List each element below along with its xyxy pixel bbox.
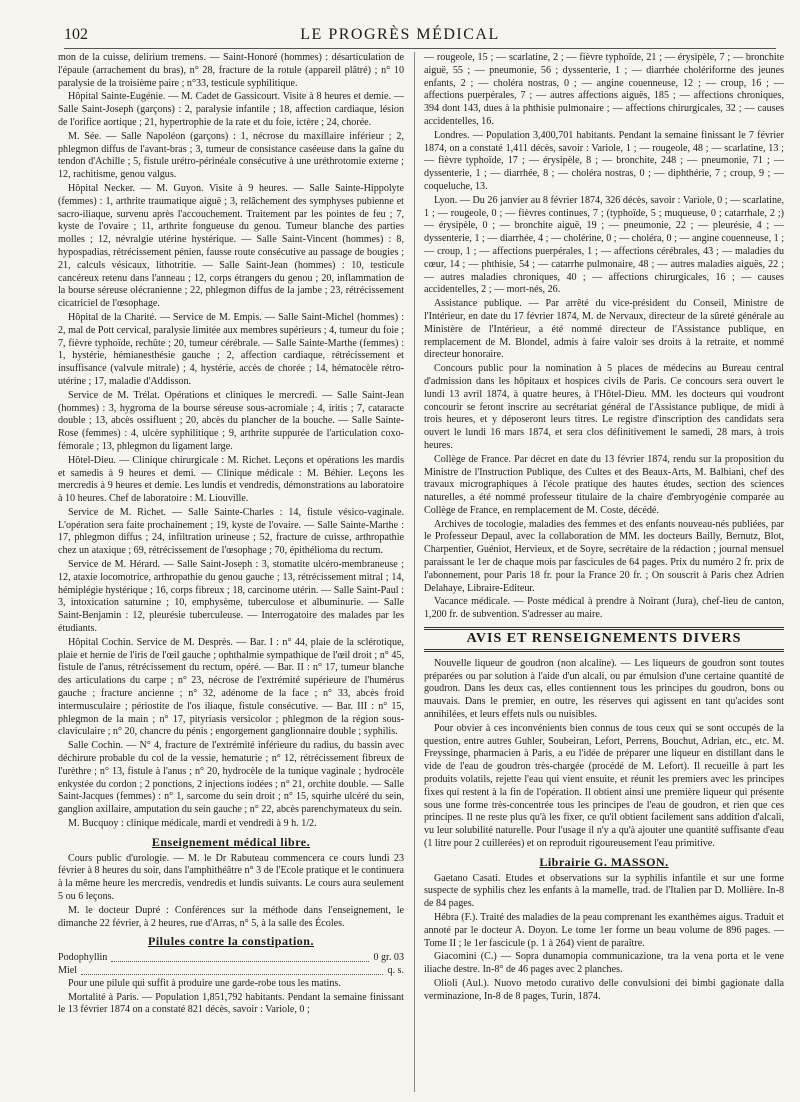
- paragraph: Olioli (Aul.). Nuovo metodo curativo delle convulsioni dei bimbi gagionate dalla verminazione, In-8 de 8 pages, Turin, 1874.: [424, 977, 784, 1002]
- paragraph: Lyon. — Du 26 janvier au 8 février 1874, 326 décès, savoir : Variole, 0 ; — scarlatine, 1 ; — rougeole, 0 ; — fièvres continues, 7 ; (typhoïde, 5 ; muqueuse, 0 ; catarrhale, 2 ;) — érysipèle, 0 ; — bronchite aiguë, 19 ; — pneumonie, 22 ; — pleurésie, 4 ; — dyssenterie, 1 ; — diarrhée, 4 ; — cholérine, 0 ; — choléra, 0 ; — angine couenneuse, 1 ; — croup, 1 ; — affections puerpérales, 1 ; — affections cérébrales, 43 ; — maladies du cœur, 14 ; — phthisie, 54 ; — catarrhe pulmonaire, 48 ; — autres maladies aiguës, 22 ; — autres maladies chroniques, 40 ; — affections chirurgicales, 16 ; — causes accidentelles, 2 ; — mort-nés, 26.: [424, 194, 784, 296]
- paragraph: Mortalité à Paris. — Population 1,851,792 habitants. Pendant la semaine finissant le 13 février 1874 on a constaté 821 décès, savoir : Variole, 0 ;: [58, 991, 404, 1016]
- paragraph: M. Sée. — Salle Napoléon (garçons) : 1, nécrose du maxillaire inférieur ; 2, phlegmon diffus de l'avant-bras ; 3, tumeur de consistance caséeuse dans la gaîne du tendon d'Achille ; 5, fistule urétro-périnéale consécutive à une uréthrotomie externe ; 12, rachitisme, genou valgus.: [58, 130, 404, 181]
- paragraph: Service de M. Richet. — Salle Sainte-Charles : 14, fistule vésico-vaginale. L'opération sera faite prochainement ; 19, kyste de l'ovaire. — Salle Sainte-Marthe : 17, phlegmon diffus ; 24, infiltration urineuse ; 52, fracture de cuisse, arthropathie chez un ataxique ; 69, rétrécissement de l'œsophage ; 70, épithélioma du rectum.: [58, 506, 404, 557]
- paragraph: Archives de tocologie, maladies des femmes et des enfants nouveau-nés publiées, par le Professeur Depaul, avec la collaboration de MM. les docteurs Bailly, Bernutz, Blot, Charpentier, Guéniot, Hervieux, et de Soyre, secrétaire de la rédaction ; journal mensuel paraissant le 1er de chaque mois par fascicules de 64 pages. Prix du numéro 2 fr. prix de l'abonnement, pour Paris 18 fr. pour la France 20 fr. ; On souscrit à Paris chez Adrien Delahaye, Libraire-Editeur.: [424, 518, 784, 594]
- paragraph: mon de la cuisse, delirium tremens. — Saint-Honoré (hommes) : désarticulation de l'épaule (arrachement du bras), n° 28, fracture de la rotule (appareil plâtré) ; n° 10 paralysie de la troisième paire ; n°33, testicule syphilitique.: [58, 52, 404, 89]
- paragraph: Hôpital Sainte-Eugénie. — M. Cadet de Gassicourt. Visite à 8 heures et demie. — Salle Saint-Joseph (garçons) : 2, paralysie infantile ; 18, affection cardiaque, lésion de l'orifice aortique ; 21, hypertrophie de la rate et du foie, ictère ; 24, chorée.: [58, 91, 404, 128]
- paragraph: Hôtel-Dieu. — Clinique chirurgicale : M. Richet. Leçons et opérations les mardis et samedis à 9 heures et demi. — Clinique médicale : M. Béhier. Leçons les mercredis à 9 heures et demie. Les lundis et vendredis, démonstrations au laboratoire à 10 heures. Chef de laboratoire : M. Liouville.: [58, 454, 404, 505]
- paragraph: Vacance médicale. — Poste médical à prendre à Noirant (Jura), chef-lieu de canton, 1,200 fr. de subvention. S'adresser au maire.: [424, 596, 784, 621]
- dot-leader: [81, 965, 383, 975]
- paragraph: Pour obvier à ces inconvénients bien connus de tous ceux qui se sont occupés de la question, entre autres Guhler, Soubeiran, Lefort, Perrens, Bouchut, Adrian, etc., etc. M. Freyssinge, pharmacien à Paris, a eu l'idée de préparer une liqueur en distillant dans le vide de l'eau de goudron très-chargée (procédé de M. Lefort). Il recueille à part les produits volatils, rejette l'eau qui vient ensuite, et réunit les premiers avec les principes fixes qui restent à la fin de l'opération. Il obtient ainsi une première liqueur qui présente sous une forme très-concentrée tous les principes de l'eau de goudron, et rien que ces principes. Il ne reste plus qu'à les fixer, ce qu'il obtient facilement sans addition d'alcali, vu leur solubilité naturelle. Pour l'usage il n'y a qu'à ajouter une quantité suffisante d'eau (1 litre pour 2 cuillerées) et on reproduit rigoureusement l'eau primitive.: [424, 722, 784, 850]
- formula-quantity: 0 gr. 03: [373, 952, 404, 964]
- paragraph: Cours public d'urologie. — M. le Dr Rabuteau commencera ce cours lundi 23 février à 8 heures du soir, dans l'amphithéâtre n° 3 de l'Ecole pratique et le continuera à la même heure les mercredis, vendredis et lundis suivants. Le cours aura seulement 5 ou 6 leçons.: [58, 852, 404, 902]
- formula-ingredient: Miel: [58, 964, 78, 976]
- page-number: 102: [64, 26, 88, 43]
- section-heading-pilules: Pilules contre la constipation.: [148, 934, 314, 949]
- paragraph: Concours public pour la nomination à 5 places de médecins au Bureau central d'admission dans les hôpitaux et hospices civils de Paris. Ce concours sera ouvert le lundi 13 avril 1874, à quatre heures, à l'Hôtel-Dieu. MM. les docteurs qui voudront concourir se feront inscrire au secrétariat général de l'Assistance publique, de midi à trois heures, et y déposeront leurs titres. Le registre d'inscription des candidats sera ouvert le lundi 16 mars 1874, et sera clos définitivement le samedi, 28 mars, à trois heures.: [424, 363, 784, 451]
- formula-ingredient: Podophyllin: [58, 952, 108, 964]
- right-column: [424, 52, 784, 1092]
- section-heading-librairie: Librairie G. MASSON.: [539, 854, 669, 869]
- paragraph: Hôpital Necker. — M. Guyon. Visite à 9 heures. — Salle Sainte-Hippolyte (femmes) : 1, arthrite traumatique aiguë ; 3, relâchement des symphyses pubienne et sacro-iliaque, survenu après l'accouchement. Traitement par les pointes de feu ; 7, kyste de l'ovaire ; 11, arthrite fongueuse du genou. Tumeur blanche des parties molles ; 12, névralgie utérine hystérique. — Salle Saint-Vincent (hommes) : 8, hypospadias, rétrécissement pénien, fausse route consécutive au passage de bougies ; 21, calculs vésicaux, lithotritie. — Salle Saint-Jean (hommes) : 10, testicule cancéreux retenu dans l'anneau ; 12, corps étrangers du genou ; 20, inflammation de la bourse séreuse olécranienne ; 22, phlegmon diffus de la jambe ; 23, rétrécissement cicatriciel de l'œsophage.: [58, 182, 404, 310]
- paragraph: Hôpital de la Charité. — Service de M. Empis. — Salle Saint-Michel (hommes) : 2, mal de Pott cervical, paralysie limitée aux membres supérieurs ; 4, tumeur du foie ; 7, fièvre typhoïde, rechûte ; 20, tumeur cérébrale. — Salle Sainte-Marthe (femmes) : 1, hystérie, hémianesthésie gauche ; 2, affection cardiaque, rétrécissement et insuffisance (valvule mitrale) ; 4, hystérie, accès de chorée ; 14, hématocèle rétro-utérine ; 17, maladie d'Addisson.: [58, 311, 404, 387]
- paragraph: Collège de France. Par décret en date du 13 février 1874, rendu sur la proposition du Ministre de l'Instruction Publique, des Cultes et des Beaux-Arts, M. Balbiani, chef des travaux micrographiques à l'école pratique des hautes études, section des sciences naturelles, a été nommé professeur titulaire de la chaire d'embryogénie comparée au Collège de France, en remplacement de M. Coste, décédé.: [424, 453, 784, 516]
- paragraph: Gaetano Casati. Etudes et observations sur la syphilis infantile et sur une forme suspecte de syphilis chez les enfants à la mamelle, trad. de l'Italien par D. Mollière. In-8 de 84 pages.: [424, 872, 784, 910]
- left-column: [58, 52, 404, 1092]
- paragraph: Hébra (F.). Traité des maladies de la peau comprenant les exanthèmes aigus. Traduit et annoté par le docteur A. Doyon. Le tome 1er forme un beau volume de 896 pages. — Tome II ; le 1er fascicule (p. 1 à 264) vient de paraître.: [424, 912, 784, 949]
- paragraph: Hôpital Cochin. Service de M. Desprès. — Bar. I : n° 44, plaie de la sclérotique, plaie et hernie de l'iris de l'œil gauche ; ophthalmie sympathique de l'œil droit ; n° 45, fistule de l'anus, rétrécissement du rectum, opéré. — Bar. II : n° 17, tumeur blanche des articulations du carpe ; n° 23, nécrose de l'extrémité supérieure de l'humérus gauche ; fracture ancienne ; n° 32, adénome de la face ; n° 33, abcès froid intermusculaire ; périostite de l'os iliaque, fistule consécutive. — Bar. III : n° 15, phlegmon de la main ; n° 17, pityriasis versicolor ; phlegmon de la région sous-claviculaire ; n° 20, chancre du pénis ; engorgement ganglionnaire double ; syphilis.: [58, 636, 404, 738]
- paragraph: Service de M. Trélat. Opérations et cliniques le mercredi. — Salle Saint-Jean (hommes) : 3, hygroma de la bourse séreuse sous-acromiale ; 4, iritis ; 7, cataracte double ; 13, abcès ossifluent ; 20, abcès du plancher de la bouche. — Salle Sainte-Rose (femmes) : 4, ulcère syphilitique ; 9, arthrite suppurée de l'articulation coxo-fémorale ; 13, phlegmon du ligament large.: [58, 389, 404, 452]
- paragraph: Service de M. Hérard. — Salle Saint-Joseph : 3, stomatite ulcéro-membraneuse ; 12, ataxie locomotrice, arthropathie du genou gauche ; 13, rétrécissement mitral ; 14, hémiplégie hystérique ; 16, corps fibreux ; 18, carcinome utérin. — Salle Saint-Paul : 3, intoxication saturnine ; 10, emphysème, tuberculose et albuminurie. — Salle Saint-Benjamin : 12, pleurésie tuberculeuse. — Interrogatoire des malades par les étudiants.: [58, 559, 404, 635]
- formula-line: [58, 952, 404, 965]
- formula-quantity: q. s.: [387, 964, 404, 976]
- page-header: [0, 0, 800, 46]
- paragraph: Salle Cochin. — N° 4, fracture de l'extrémité inférieure du radius, du bassin avec déchirure probable du col de la vessie, hematurie ; n° 12, rétrécissement fibreux de l'urèthre ; n° 13, fistule à l'anus ; n° 20, hydrocèle de la tunique vaginale ; hydrocèle enkystée du cordon ; 2 ponctions, 2 injections iodées ; n° 21, orchite double. — Salle Saint-Jacques (femmes) : n° 1, sarcome du sein droit ; n° 15, squirhe ulcéré du sein, ganglion axillaire, amputation du sein gauche ; n° 22, abcès parenchymateux du sein.: [58, 740, 404, 816]
- paragraph: Nouvelle liqueur de goudron (non alcaline). — Les liqueurs de goudron sont toutes préparées ou par solution à l'aide d'un alcali, ou par émulsion d'une certaine quantité de goudron. Dans les deux cas, elles contiennent tous les principes du goudron, bons ou mauvais. Dans le premier, en outre, les réserves qui agissent en tant qu'acides sont annihilées, et leurs effets nuls ou nuisibles.: [424, 657, 784, 721]
- header-rule: [64, 48, 776, 49]
- column-divider: [414, 52, 415, 1092]
- section-heading-enseignement: Enseignement médical libre.: [151, 834, 311, 849]
- dot-leader: [111, 952, 369, 962]
- section-heading-avis: AVIS ET RENSEIGNEMENTS DIVERS: [424, 627, 784, 652]
- paragraph: Pour une pilule qui suffit à produire une garde-robe tous les matins.: [68, 977, 341, 989]
- paragraph: M. le docteur Dupré : Conférences sur la méthode dans l'enseignement, le dimanche 22 février, à 2 heures, rue d'Arras, n° 5, à la salle des Écoles.: [58, 904, 404, 929]
- paragraph: Giacomini (C.) — Sopra dunamopia communicazione, tra la vena porta et le vene iliache destre. In-8° de 46 pages avec 2 planches.: [424, 951, 784, 976]
- paragraph: Assistance publique. — Par arrêté du vice-président du Conseil, Ministre de l'Intérieur, en date du 17 février 1874, M. de Nervaux, directeur de la sûreté générale au Ministère de l'Intérieur, a été nommé directeur de l'Assistance publique, en remplacement de M. Blondel, admis à faire valoir ses droits à la retraite, et nommé directeur honoraire.: [424, 298, 784, 361]
- formula-line: [58, 965, 404, 978]
- running-title: LE PROGRÈS MÉDICAL: [300, 26, 500, 43]
- paragraph: — rougeole, 15 ; — scarlatine, 2 ; — fièvre typhoïde, 21 ; — érysipèle, 7 ; — bronchite aiguë, 55 ; — pneumonie, 56 ; dyssenterie, 1 ; — diarrhée cholériforme des jeunes enfants, 2 ; — choléra nostras, 0 ; — angine couenneuse, 12 ; — croup, 16 ; — affections puerpérales, 7 ; — autres affections aiguës, 185 ; — affections chroniques, 394 dont 143, dues à la phthisie pulmonaire ; — affections chirurgicales, 32 ; — causes accidentelles, 16.: [424, 52, 784, 127]
- paragraph: M. Bucquoy : clinique médicale, mardi et vendredi à 9 h. 1/2.: [68, 818, 317, 830]
- paragraph: Londres. — Population 3,400,701 habitants. Pendant la semaine finissant le 7 février 1874, on a constaté 1,411 décès, savoir : Variole, 1 ; — rougeole, 48 ; — scarlatine, 13 ; — fièvre typhoïde, 17 ; — érysipèle, 8 ; — bronchite, 248 ; — pneumonie, 71 ; — dyssenterie, 1 ; — diarrhée, 8 ; — choléra nostras, 0 ; — diphthérie, 7 ; croup, 9 ; — coqueluche, 13.: [424, 129, 784, 192]
